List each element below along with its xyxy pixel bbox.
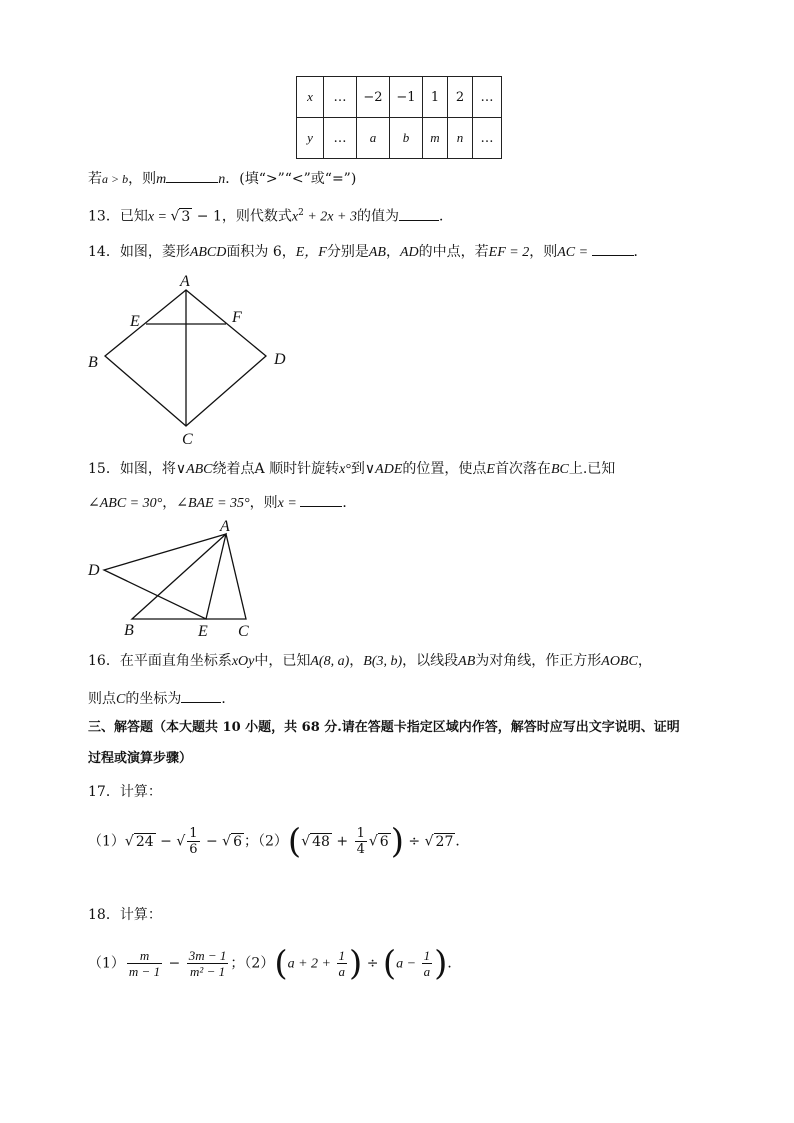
table-cell: −2 (357, 77, 390, 118)
table-cell: … (324, 77, 357, 118)
question-15-line2 (88, 492, 356, 514)
table-cell: … (473, 118, 502, 159)
var-m: m (156, 172, 167, 187)
part-label: （1） (88, 833, 125, 850)
radicand: 3 (181, 208, 191, 225)
paren-right: ) (390, 821, 404, 862)
math: EF = 2 (488, 245, 530, 260)
text: 到 (350, 461, 365, 477)
numerator: 3m − 1 (188, 948, 227, 963)
table-cell: a (357, 118, 390, 159)
answer-blank[interactable] (592, 241, 634, 256)
text: 如图，菱形 (119, 244, 190, 260)
fraction (187, 826, 199, 857)
question-16 (88, 651, 652, 672)
math: x (291, 209, 299, 225)
text: ，则 (249, 495, 278, 511)
fraction (355, 826, 367, 857)
text: 如图，将 (119, 461, 176, 477)
table-cell: x (297, 77, 324, 118)
question-number: 13． (88, 208, 120, 225)
math: AB (458, 654, 476, 669)
label-f: F (232, 309, 242, 326)
table-cell: … (324, 118, 357, 159)
text: 若 (88, 171, 102, 187)
question-15 (88, 459, 615, 480)
numerator: 1 (189, 826, 198, 841)
table-row-y (297, 118, 502, 159)
fraction (187, 948, 229, 979)
math: AD (399, 245, 419, 260)
label-b: B (88, 354, 98, 371)
answer-blank[interactable] (166, 168, 218, 183)
answer-blank[interactable] (181, 688, 221, 703)
denominator: 6 (189, 842, 198, 857)
fraction (337, 948, 348, 979)
question-18-title: 18．计算： (88, 907, 162, 923)
text: 为对角线，作正方形 (475, 653, 602, 669)
text: ，则 (529, 244, 558, 260)
math: a + 2 + (287, 956, 335, 972)
radicand: 6 (233, 833, 242, 850)
question-13: 13．已知x = √ 3 − 1，则代数式$x^2 + 2x + 3$的值为 ． (88, 203, 453, 228)
math: A(8, a) (310, 654, 350, 669)
math: C (116, 692, 126, 707)
table-cell: m (423, 118, 448, 159)
math: ∠ABC = 30° (88, 496, 163, 511)
triangle-ade (104, 534, 226, 619)
text: ， (349, 653, 364, 669)
denominator: m − 1 (128, 964, 161, 979)
math: x° (339, 462, 351, 477)
exponent: 2 (298, 208, 304, 218)
question-number: 16． (88, 653, 120, 669)
text: ，则 (128, 171, 157, 187)
label-d: D (274, 351, 286, 368)
math: ∠BAE = 35° (176, 496, 250, 511)
numerator: 1 (423, 948, 431, 963)
text: ． (438, 208, 453, 225)
text: ，以线段 (402, 653, 459, 669)
text: ；（2） (230, 955, 275, 972)
math: ABCD (189, 245, 227, 260)
label-b: B (124, 622, 134, 639)
question-14 (88, 241, 648, 263)
q12-tail (88, 168, 356, 190)
text: 则点 (88, 691, 116, 707)
paren-right: ) (349, 943, 363, 984)
denominator: m² − 1 (190, 964, 226, 979)
math: B(3, b) (363, 654, 403, 669)
operator: ÷ (403, 833, 425, 850)
section-heading: 三、解答题（本大题共 10 小题，共 68 分.请在答题卡指定区域内作答，解答时应写出文字说明、证明 (88, 720, 680, 735)
paren-right: ) (434, 943, 448, 984)
text: 已知 (119, 208, 148, 225)
text: ， (637, 653, 652, 669)
math: x = (277, 496, 301, 511)
text: ． (221, 691, 236, 707)
text: ． (447, 955, 462, 972)
text: 的中点，若 (418, 244, 489, 260)
radicand: 6 (379, 833, 389, 850)
math: x = (147, 209, 171, 225)
table-cell: −1 (390, 77, 423, 118)
text: 面积为 6， (226, 244, 296, 260)
math: xOy (231, 654, 255, 669)
text: ． (342, 495, 357, 511)
math: − 1 (192, 208, 222, 225)
question-17-title: 17．计算： (88, 784, 162, 800)
text: ． (455, 833, 470, 850)
label-e: E (130, 313, 140, 330)
math: AB (368, 245, 386, 260)
answer-blank[interactable] (399, 206, 439, 221)
question-16-line2 (88, 688, 235, 710)
fraction (422, 948, 433, 979)
text: ， (162, 495, 177, 511)
text: 分别是 (326, 244, 369, 260)
condition: a > b (102, 172, 129, 186)
math: AOBC (601, 654, 638, 669)
question-number: 15． (88, 461, 120, 477)
numerator: 1 (338, 948, 345, 963)
table-cell: b (390, 118, 423, 159)
math: BC (550, 462, 569, 477)
text: 的值为 (356, 208, 399, 225)
text: 中，已知 (254, 653, 311, 669)
math: ∨ABC (175, 462, 213, 477)
paren-left: ( (287, 821, 302, 862)
table-row-x (297, 77, 502, 118)
table-cell: y (297, 118, 324, 159)
question-number: 14． (88, 244, 120, 260)
denominator: 4 (356, 842, 365, 857)
question-17-expressions: （1）√ 24 − √ $\frac{1}{6}$ − √ 6 ；（2）(√ 48 + $\frac{1}{4}$ √ 6) ÷ √ 27 ． (88, 821, 470, 862)
operator: − (164, 955, 185, 972)
var-n: n (218, 172, 226, 187)
radicand: 27 (435, 833, 454, 850)
section-heading-line2: 过程或演算步骤） (88, 751, 193, 766)
answer-blank[interactable] (300, 492, 342, 507)
operator: ÷ (362, 955, 383, 972)
question-18-expressions (88, 943, 462, 984)
part-label: （1） (88, 955, 125, 972)
label-d: D (88, 562, 100, 579)
label-a: A (220, 518, 230, 535)
radicand: 48 (312, 833, 330, 850)
text: 首次落在 (494, 461, 551, 477)
text: ．(填“>”“<”或“=”) (225, 171, 357, 187)
table-cell: 2 (448, 77, 473, 118)
operator: + (331, 833, 353, 850)
numerator: 1 (356, 826, 365, 841)
math: E (486, 462, 495, 477)
denominator: a (338, 964, 345, 979)
numerator: m (127, 948, 162, 964)
text: 的坐标为 (125, 691, 182, 707)
triangle-abc (132, 534, 246, 619)
text: ． (633, 244, 648, 260)
math: + 2x + 3 (303, 209, 357, 225)
label-e: E (198, 623, 208, 640)
fraction (127, 948, 162, 979)
paren-left: ( (382, 943, 397, 984)
table-cell: 1 (423, 77, 448, 118)
label-a: A (180, 273, 190, 290)
radicand: 24 (135, 833, 154, 850)
math: AC = (557, 245, 592, 260)
text: 的位置，使点 (402, 461, 487, 477)
label-c: C (238, 623, 249, 640)
text: ， (385, 244, 400, 260)
text: 上.已知 (568, 461, 616, 477)
table-cell: … (473, 77, 502, 118)
math: ∨ADE (364, 462, 403, 477)
rhombus-figure (80, 268, 300, 450)
paren-left: ( (274, 943, 288, 984)
math: E，F (295, 245, 327, 260)
operator: − (155, 833, 177, 850)
label-c: C (182, 431, 193, 448)
text: ，则代数式 (221, 208, 292, 225)
table-cell: n (448, 118, 473, 159)
denominator: a (423, 964, 431, 979)
rotation-figure (80, 514, 280, 640)
operator: − (201, 833, 223, 850)
value-table (296, 76, 502, 159)
text: 绕着点A 顺时针旋转 (212, 461, 340, 477)
text: 在平面直角坐标系 (119, 653, 232, 669)
text: ；（2） (244, 833, 288, 850)
math: a − (396, 956, 420, 972)
